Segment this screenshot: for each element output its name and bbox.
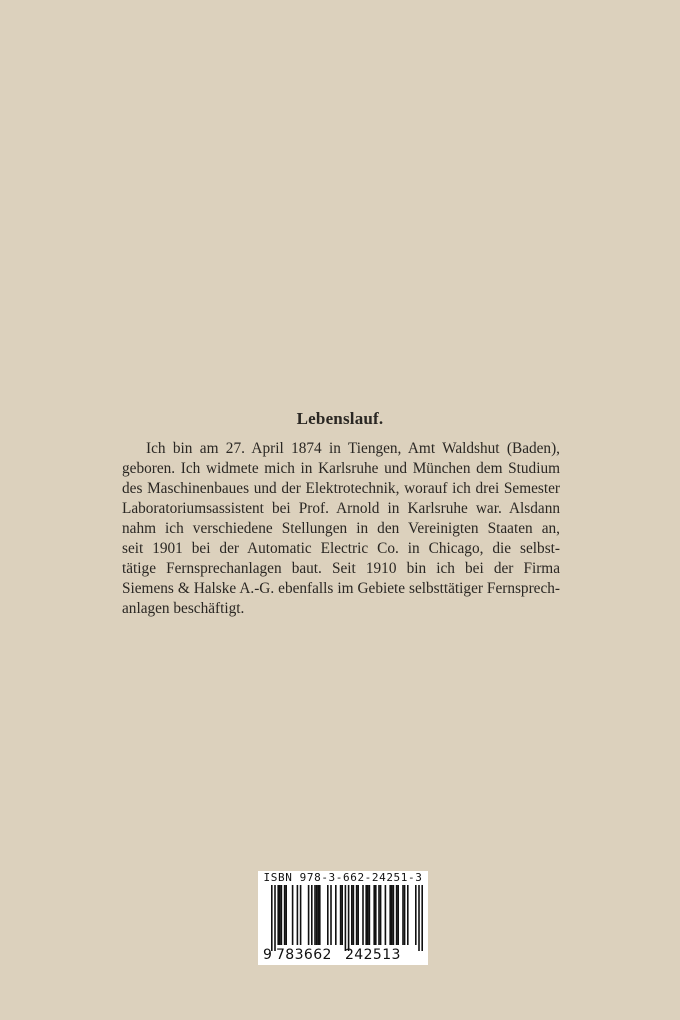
barcode-bar [362,885,364,945]
barcode-bar [353,885,355,945]
barcode-bar [415,885,417,945]
text-line: Siemens & Halske A.-G. ebenfalls im Gebiete selbsttätiger Fernsprech- [122,580,560,597]
barcode-bar [365,885,367,945]
biography-paragraph [122,439,560,619]
barcode-bar [300,885,302,945]
barcode-bar [277,885,279,945]
barcode-bar [367,885,369,945]
barcode-bar [356,885,358,945]
barcode-bar [385,885,387,945]
barcode-bar [281,885,283,945]
isbn-barcode [258,871,428,965]
barcode-bar [279,885,281,945]
text-line: geboren. Ich widmete mich in Karlsruhe und München dem Studium [122,460,560,477]
barcode-bar [402,885,404,945]
text-line: seit 1901 bei der Automatic Electric Co. in Chicago, die selbst- [122,540,560,557]
barcode-bar [335,885,337,945]
barcode-bar [373,885,375,945]
barcode-bar [297,885,299,945]
barcode-bar [284,885,286,945]
barcode-bars [258,885,428,951]
barcode-bar [380,885,382,945]
barcode-bar [292,885,294,945]
barcode-bar [369,885,371,945]
barcode-bar [311,885,313,945]
barcode-guard-bar [418,885,420,951]
text-line: tätige Fernsprechanlagen baut. Seit 1910 bin ich bei der Firma [122,560,560,577]
barcode-bar [404,885,406,945]
barcode-bar [317,885,319,945]
barcode-bar [391,885,393,945]
text-line: Ich bin am 27. April 1874 in Tiengen, Amt Waldshut (Baden), [146,440,560,457]
page-title: Lebenslauf. [296,409,384,428]
barcode-bar [351,885,353,945]
barcode-bar [341,885,343,945]
barcode-guard-bar [421,885,423,951]
barcode-bar [340,885,342,945]
barcode-guard-bar [271,885,273,951]
text-line: nahm ich verschiedene Stellungen in den Vereinigten Staaten an, [122,520,560,537]
barcode-bar [396,885,398,945]
barcode-bar [397,885,399,945]
barcode-guard-bar [348,885,350,951]
isbn-digits-left: 783662 [276,947,332,963]
barcode-bar [407,885,409,945]
barcode-guard-bar [345,885,347,951]
barcode-bar [357,885,359,945]
text-line: anlagen beschäftigt. [122,600,245,617]
isbn-label: ISBN 978-3-662-24251-3 [263,871,423,884]
barcode-bar [327,885,329,945]
isbn-digit-first: 9 [263,947,272,963]
barcode-bar [316,885,318,945]
barcode-bar [308,885,310,945]
barcode-bar [389,885,391,945]
barcode-bar [330,885,332,945]
barcode-guard-bar [274,885,276,951]
barcode-bar [319,885,321,945]
barcode-bar [285,885,287,945]
barcode-bar [378,885,380,945]
isbn-digits-right: 242513 [345,947,401,963]
barcode-bar [314,885,316,945]
barcode-bar [375,885,377,945]
text-line: des Maschinenbaues und der Elektrotechnik, worauf ich drei Semester [122,480,560,497]
text-line: Laboratoriumsassistent bei Prof. Arnold in Karlsruhe war. Alsdann [122,500,560,517]
barcode-bar [393,885,395,945]
